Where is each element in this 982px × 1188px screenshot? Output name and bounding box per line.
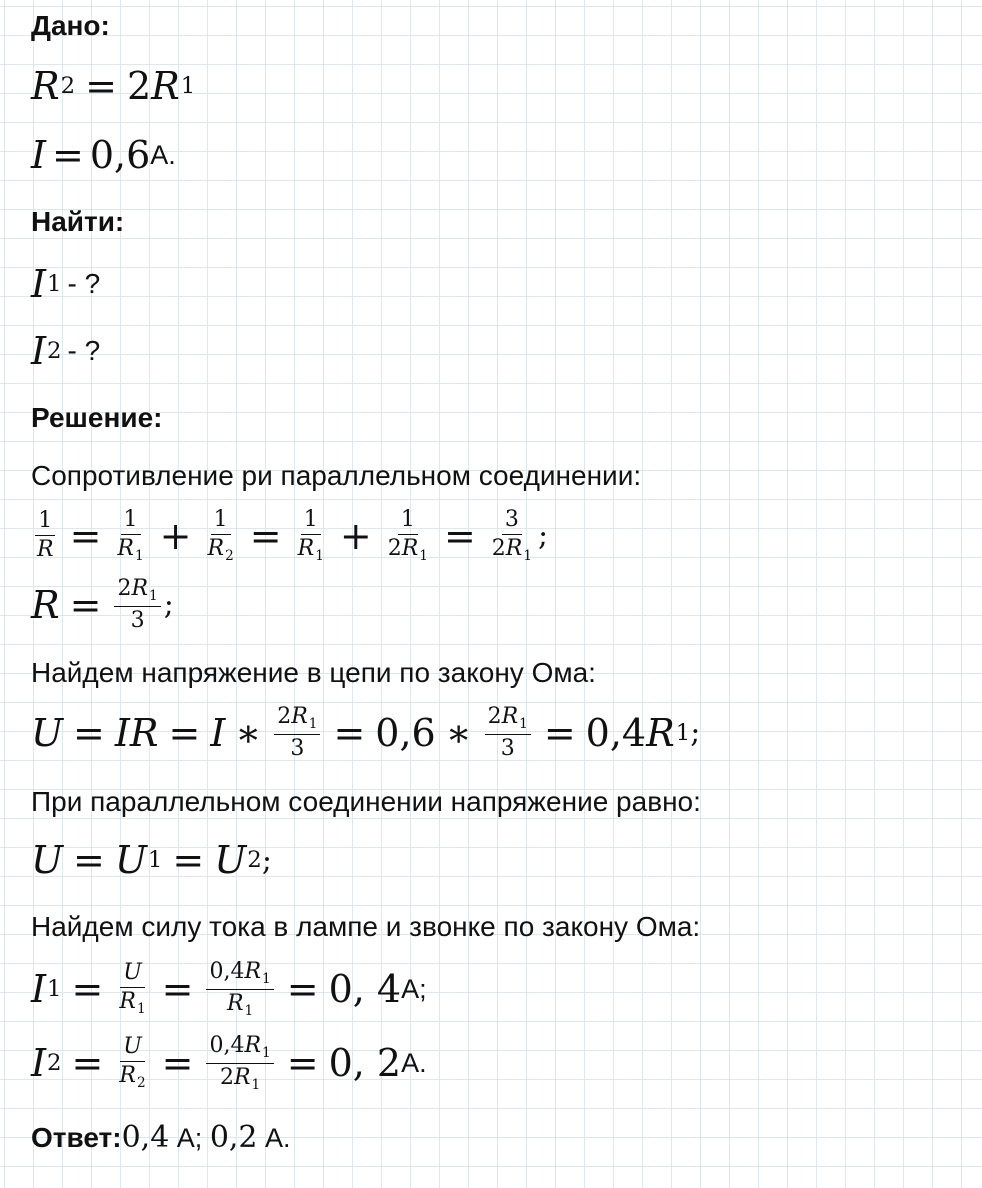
denominator: 3 [290,735,305,761]
equals-sign: = [286,1041,319,1086]
subscript: 1 [135,547,144,564]
answer-value-1: 0,4 [121,1120,170,1155]
answer-value-2: 0,2 [209,1120,258,1155]
numerator: 1 [35,509,55,536]
subscript: 2 [247,847,262,873]
answer-unit-2: А. [257,1123,291,1153]
find-heading: Найти: [31,206,125,237]
answer-line [31,1120,291,1155]
fraction [295,508,327,564]
var-i: I [31,1041,47,1086]
value: 0,4 [585,710,647,755]
denominator [489,535,535,564]
denominator [385,535,431,564]
subscript: 1 [149,587,158,604]
equals-sign: = [161,967,194,1012]
denominator [295,535,327,564]
numerator: 3 [502,508,522,535]
numerator: 1 [398,508,418,535]
formula-parallel-resistance [31,508,548,564]
value: 0,4 [209,959,245,984]
equals-sign: = [71,1041,104,1086]
var-r: R [131,576,149,601]
fraction [205,508,237,564]
equals-sign: = [161,1041,194,1086]
answer-label: Ответ: [31,1122,122,1153]
var-i: I [31,262,47,306]
coefficient: 2 [487,704,502,729]
var-r: R [119,989,136,1015]
fraction [485,705,531,761]
multiply-sign: ∗ [445,710,472,755]
fraction [206,960,273,1019]
value: 0,4 [209,1033,245,1058]
equals-sign: = [333,710,366,755]
numerator [206,960,273,990]
var-r: R [244,959,262,984]
var-r: R [129,710,159,755]
solution-text-resistance: Сопротивление ри параллельном соединении: [31,460,642,491]
subscript: 1 [251,1076,261,1093]
denominator: R [37,537,54,563]
subscript: 1 [675,719,691,746]
var-i: I [114,710,130,755]
value: 0,6 [375,710,436,755]
equals-sign: = [69,582,102,627]
subscript: 1 [47,976,62,1003]
unit: А; [401,973,427,1004]
subscript: 2 [47,338,62,364]
question-mark: - ? [67,268,101,299]
solution-heading: Решение: [31,402,163,433]
var-i: I [210,710,226,755]
formula-equal-voltage [31,838,272,882]
equals-sign: = [543,710,576,755]
result-value: 0, 4 [328,967,402,1012]
subscript: 1 [523,547,533,564]
numerator: 1 [301,508,321,535]
denominator: 3 [500,735,515,761]
equals-sign: = [69,513,102,558]
semicolon: ; [690,715,701,751]
equals-sign: = [73,838,105,882]
subscript: 1 [262,970,271,987]
var-r: R [151,64,180,108]
subscript: 1 [315,547,324,564]
coefficient: 2 [491,536,506,562]
numerator: U [120,1035,145,1062]
denominator [217,1064,263,1093]
fraction [114,508,146,564]
fraction [116,961,148,1017]
numerator [485,705,531,735]
subscript: 1 [47,271,62,297]
var-i: I [31,329,47,373]
coefficient: 2 [387,536,402,562]
given-equation-current [31,133,176,177]
subscript: 1 [308,715,318,732]
subscript: 1 [262,1044,271,1061]
var-i: I [31,967,47,1012]
fraction [385,508,431,564]
numerator [114,577,160,607]
subscript: 1 [136,1001,146,1018]
formula-current-i1 [31,960,427,1019]
plus-sign: + [339,513,372,558]
semicolon: ; [163,587,174,623]
numerator: 1 [121,508,141,535]
var-r: R [31,64,60,108]
var-u: U [31,710,64,755]
fraction [114,577,160,633]
semicolon: ; [261,842,272,878]
answer-unit-1: А; [169,1123,210,1153]
var-u: U [31,838,64,882]
multiply-sign: ∗ [235,710,262,755]
equals-sign: = [168,710,201,755]
subscript: 2 [47,1050,62,1077]
equals-sign: = [249,513,282,558]
equals-sign: = [85,64,117,108]
denominator [116,1062,148,1091]
denominator: 3 [130,607,145,633]
var-r: R [207,536,225,562]
formula-current-i2 [31,1034,427,1093]
equals-sign: = [52,133,84,177]
solution-text-parallel: При параллельном соединении напряжение равно: [31,786,701,817]
var-r: R [244,1033,262,1058]
subscript: 2 [136,1075,146,1092]
subscript: 2 [60,73,76,99]
equals-sign: = [73,710,105,755]
equals-sign: = [172,838,205,882]
numerator [274,705,320,735]
plus-sign: + [159,513,192,558]
result-value: 0, 2 [328,1041,402,1086]
var-r: R [646,710,675,755]
subscript: 1 [180,73,196,99]
fraction [489,508,535,564]
current-value: 0,6 [89,133,151,177]
formula-voltage [31,705,700,761]
var-r: R [233,1064,251,1090]
subscript: 1 [147,847,163,873]
coefficient: 2 [117,576,132,601]
var-u: U [114,838,147,882]
var-r: R [505,536,523,562]
var-r: R [297,536,315,562]
unit: А. [150,139,176,170]
equals-sign: = [443,513,476,558]
numerator: 1 [211,508,231,535]
var-r: R [119,1063,136,1089]
var-i: I [31,133,47,177]
question-mark: - ? [67,335,101,366]
unit: А. [401,1047,427,1078]
coefficient: 2 [126,64,152,108]
denominator [116,988,148,1017]
semicolon: ; [538,518,549,554]
find-i1 [31,262,100,306]
given-heading: Дано: [31,10,110,41]
denominator [114,535,146,564]
solution-text-voltage: Найдем напряжение в цепи по закону Ома: [31,657,596,688]
var-r: R [31,582,60,627]
fraction [34,509,57,562]
denominator [205,535,237,564]
subscript: 1 [519,715,528,732]
numerator [206,1034,273,1064]
var-r: R [501,704,519,729]
subscript: 1 [419,547,428,564]
solution-text-current: Найдем силу тока в лампе и звонке по закону Ома: [31,911,701,942]
var-u: U [214,838,247,882]
subscript: 1 [244,1002,254,1019]
equals-sign: = [286,967,319,1012]
equals-sign: = [71,967,104,1012]
formula-total-resistance [31,577,174,633]
fraction [274,705,320,761]
coefficient: 2 [277,704,292,729]
find-i2 [31,329,100,373]
coefficient: 2 [219,1064,234,1090]
var-r: R [291,704,308,729]
given-equation-r2 [31,64,195,108]
denominator [224,990,256,1019]
var-r: R [401,536,419,562]
numerator: U [120,961,145,988]
fraction [206,1034,273,1093]
fraction [116,1035,148,1091]
var-r: R [117,536,134,562]
var-r: R [226,990,244,1016]
subscript: 2 [225,547,234,564]
